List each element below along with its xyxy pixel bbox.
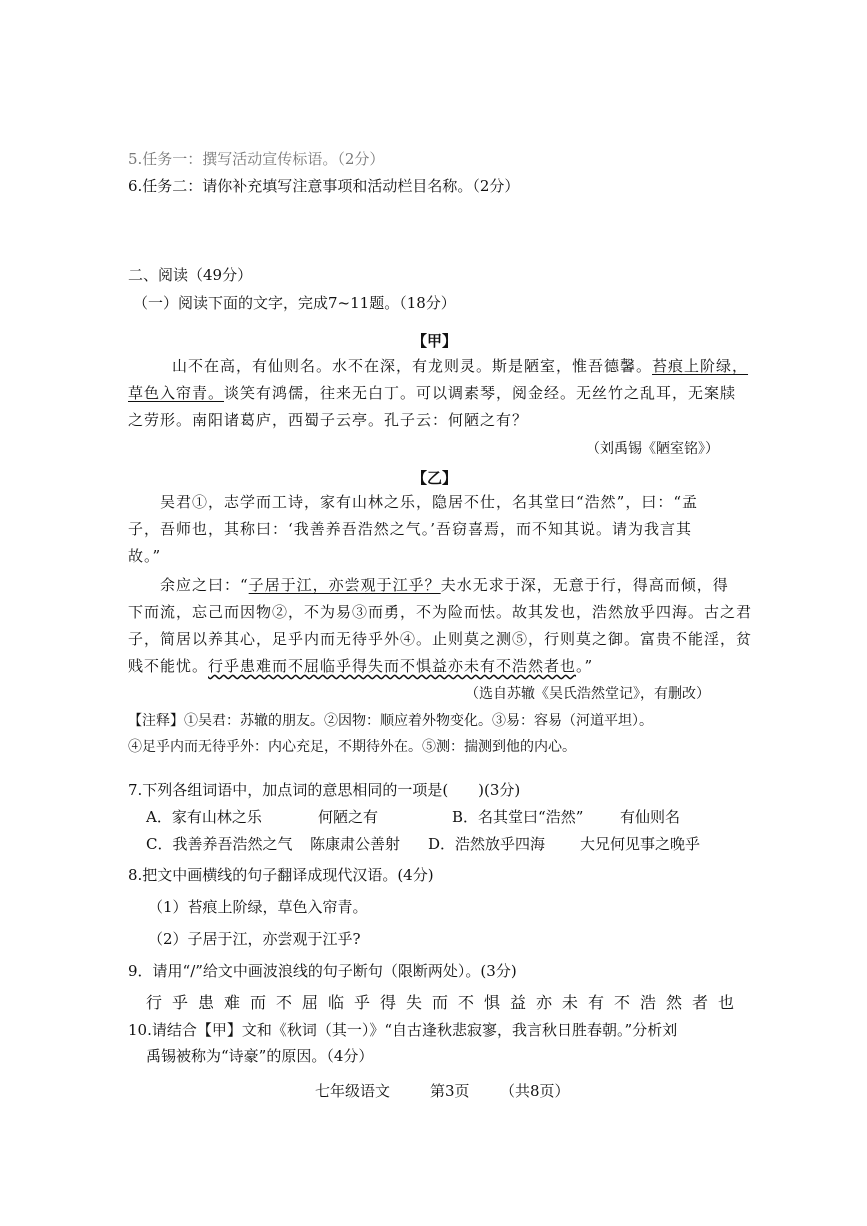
passage-yi-line: 下而流，忘己而因物②，不为易③而勇，不为险而怯。故其发也，浩然放乎四海。古之君 xyxy=(128,603,753,621)
question-10-cont: 禹锡被称为“诗豪”的原因。（4分） xyxy=(146,1047,374,1065)
text-span: 夫水无求于深，无意于行，得高而倾，得 xyxy=(440,576,729,594)
footer-subject: 七年级语文 xyxy=(315,1082,391,1100)
question-7: 7.下列各组词语中，加点词的意思相同的一项是( )(3分) xyxy=(128,781,521,799)
text-span: 山不在高，有仙则名。水不在深，有龙则灵。斯是陋室，惟吾德馨。 xyxy=(172,357,653,375)
passage-yi-line xyxy=(128,655,593,676)
option-d-compare: 大兄何见事之晚乎 xyxy=(580,835,701,853)
passage-yi-line: 子，简居以养其心，足乎内而无待乎外④。止则莫之测⑤，行则莫之御。富贵不能淫，贫 xyxy=(128,630,753,648)
passage-jia-source: （刘禹锡《陋室铭》） xyxy=(586,441,719,457)
option-c-compare: 陈康肃公善射 xyxy=(310,835,401,853)
question-8-item: （2）子居于江，亦尝观于江乎? xyxy=(148,930,361,948)
underlined-sentence: 苔痕上阶绿， xyxy=(652,357,749,375)
question-9-sentence: 行乎患难而不屈临乎得失而不惧益亦未有不浩然者也 xyxy=(146,993,745,1012)
question-10: 10.请结合【甲】文和《秋词（其一）》“自古逢秋悲寂寥，我言秋日胜春朝。”分析刘 xyxy=(128,1021,678,1039)
question-8: 8.把文中画横线的句子翻译成现代汉语。(4分) xyxy=(128,866,434,884)
passage-jia-line: 之劳形。南阳诸葛庐，西蜀子云亭。孔子云：何陋之有？ xyxy=(128,411,529,429)
annotation-line: ④足乎内而无待乎外：内心充足，不期待外在。⑤测：揣测到他的内心。 xyxy=(128,739,576,755)
question-9: 9．请用“/”给文中画波浪线的句子断句（限断两处）。(3分) xyxy=(128,962,517,980)
passage-yi-line: 吴君①，志学而工诗，家有山林之乐，隐居不仕，名其堂曰“浩然”，曰：“孟 xyxy=(160,493,699,511)
option-b-compare: 有仙则名 xyxy=(620,808,681,826)
footer-page: 第3页 xyxy=(430,1082,470,1100)
underlined-sentence: 子居于江，亦尝观于江乎？ xyxy=(248,576,441,594)
option-d: D．浩然放乎四海 xyxy=(428,835,546,853)
passage-yi-line: 故。” xyxy=(128,547,162,565)
option-a: A．家有山林之乐 xyxy=(146,808,262,826)
passage-yi-line xyxy=(160,574,729,595)
option-a-compare: 何陋之有 xyxy=(318,808,379,826)
question-6: 6.任务二：请你补充填写注意事项和活动栏目名称。（2分） xyxy=(128,177,520,195)
text-span: 谈笑有鸿儒，往来无白丁。可以调素琴，阅金经。无丝竹之乱耳，无案牍 xyxy=(224,384,737,402)
passage-yi-label: 【乙】 xyxy=(412,469,458,487)
passage-yi-source: （选自苏辙《吴氏浩然堂记》，有删改） xyxy=(465,686,710,702)
option-b: B．名其堂曰“浩然” xyxy=(452,808,584,826)
option-c: C．我善养吾浩然之气 xyxy=(146,835,293,853)
footer-total: （共8页） xyxy=(500,1082,570,1100)
passage-jia-line xyxy=(128,382,736,403)
wavy-underlined-sentence: 行乎患难而不屈临乎得失而不惧益亦未有不浩然者也 xyxy=(208,657,577,675)
annotation-line: 【注释】①吴君：苏辙的朋友。②因物：顺应着外物变化。③易：容易（河道平坦）。 xyxy=(128,713,653,729)
question-8-item: （1）苔痕上阶绿，草色入帘青。 xyxy=(148,898,368,916)
passage-jia-label: 【甲】 xyxy=(412,332,458,350)
underlined-sentence: 草色入帘青。 xyxy=(128,384,225,402)
text-span: 贱不能忧。 xyxy=(128,657,209,675)
text-span: 余应之曰：“ xyxy=(160,576,249,594)
passage-yi-line: 子，吾师也，其称曰：‘我善养吾浩然之气。’吾窃喜焉，而不知其说。请为我言其 xyxy=(128,520,693,538)
section-title: 二、阅读（49分） xyxy=(128,266,253,284)
question-5: 5.任务一：撰写活动宣传标语。（2分） xyxy=(128,150,385,168)
part-heading: （一）阅读下面的文字，完成7~11题。（18分） xyxy=(133,294,456,312)
text-span: 。” xyxy=(576,657,594,675)
passage-jia-line xyxy=(172,355,748,376)
